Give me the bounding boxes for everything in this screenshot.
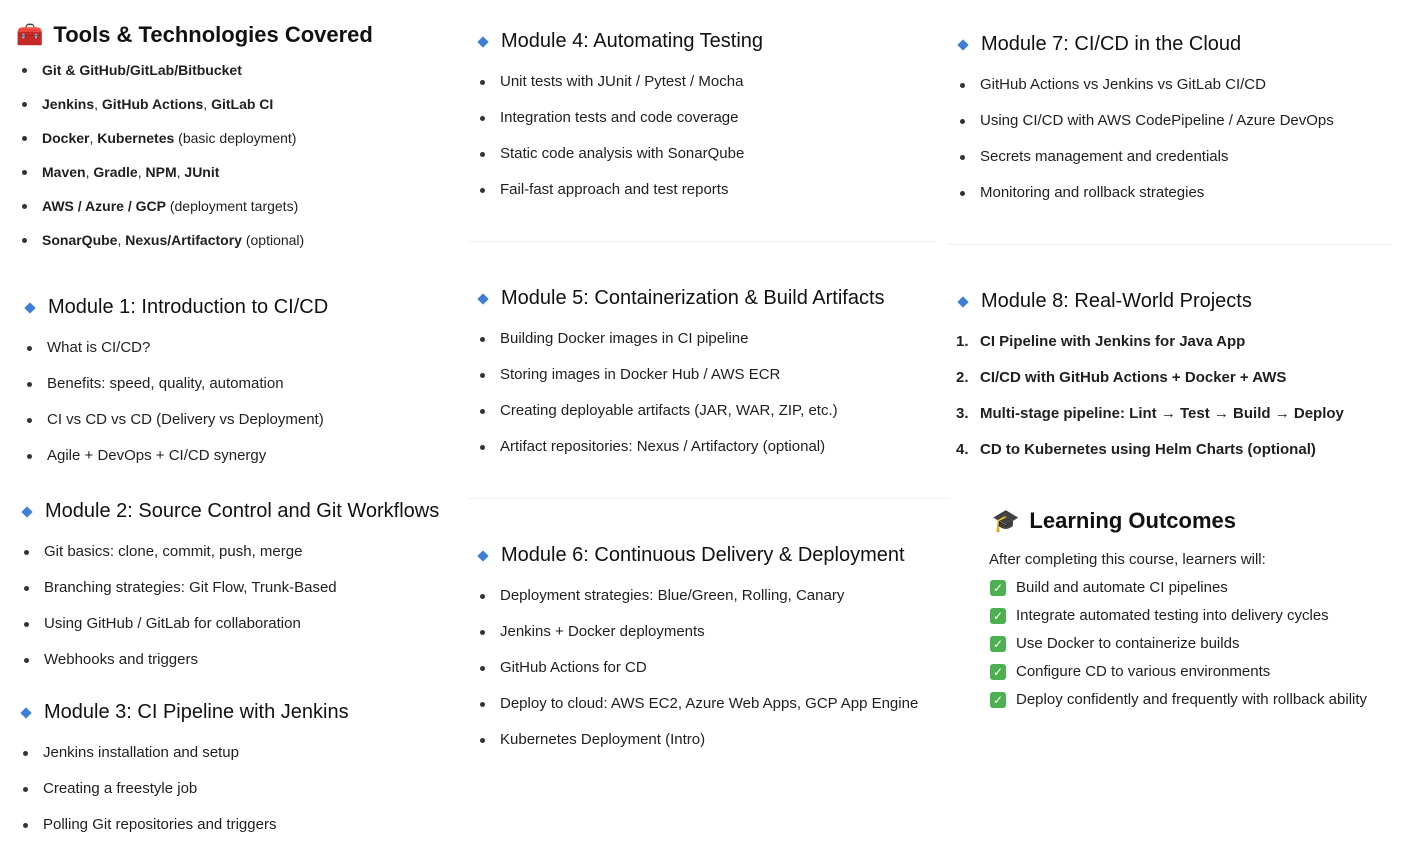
project-item	[956, 404, 1344, 440]
check-mark-icon: ✓	[990, 692, 1006, 708]
diamond-bullet-icon	[957, 296, 968, 307]
list-item: Using GitHub / GitLab for collaboration	[44, 614, 439, 650]
list-item: Artifact repositories: Nexus / Artifactory (optional)	[500, 437, 885, 473]
list-item: Secrets management and credentials	[980, 147, 1334, 183]
list-item: Jenkins + Docker deployments	[500, 622, 918, 658]
outcomes-intro: After completing this course, learners will:	[989, 551, 1266, 568]
outcome-text: Integrate automated testing into delivery cycles	[1016, 607, 1329, 624]
project-title: CD to Kubernetes using Helm Charts (optional)	[980, 441, 1316, 458]
outcomes-heading	[992, 508, 1367, 534]
divider	[468, 498, 950, 499]
outcome-item	[990, 606, 1367, 634]
tools-item-text: Git & GitHub/GitLab/Bitbucket	[42, 62, 242, 78]
tools-item-text: ,	[176, 164, 185, 180]
project-item	[956, 440, 1344, 476]
check-mark-icon: ✓	[990, 636, 1006, 652]
list-item: Kubernetes Deployment (Intro)	[500, 730, 918, 766]
tools-item	[42, 128, 373, 162]
graduation-cap-icon: 🎓	[992, 508, 1020, 534]
outcome-text: Configure CD to various environments	[1016, 663, 1271, 680]
module-7-list	[980, 75, 1334, 219]
outcome-item	[990, 662, 1367, 690]
list-item: Jenkins installation and setup	[43, 743, 349, 779]
module-6-title: Module 6: Continuous Delivery & Deployment	[501, 544, 905, 566]
tools-item	[42, 60, 373, 94]
diamond-bullet-icon	[477, 550, 488, 561]
tools-item-text: ,	[117, 232, 126, 248]
module-6-section	[475, 544, 918, 766]
project-number: 1.	[956, 333, 969, 350]
project-number: 4.	[956, 441, 969, 458]
list-item: Static code analysis with SonarQube	[500, 144, 763, 180]
list-item: Polling Git repositories and triggers	[43, 815, 349, 851]
check-mark-icon: ✓	[990, 608, 1006, 624]
tools-item-text: Docker	[42, 130, 90, 146]
module-3-section	[18, 701, 349, 851]
list-item: Using CI/CD with AWS CodePipeline / Azure DevOps	[980, 111, 1334, 147]
project-number: 3.	[956, 405, 969, 422]
list-item: What is CI/CD?	[47, 338, 328, 374]
outcomes-section	[989, 508, 1368, 718]
outcomes-list	[990, 578, 1367, 718]
tools-item-text: ,	[85, 164, 94, 180]
module-6-list	[500, 586, 918, 766]
module-5-title: Module 5: Containerization & Build Artifacts	[501, 287, 885, 309]
module-4-section	[475, 30, 763, 216]
diamond-bullet-icon	[477, 36, 488, 47]
outcome-text: Deploy confidently and frequently with rollback ability	[1016, 691, 1368, 708]
tools-item	[42, 162, 373, 196]
tools-item	[42, 230, 373, 264]
project-item	[956, 368, 1344, 404]
list-item: Branching strategies: Git Flow, Trunk-Based	[44, 578, 439, 614]
module-8-title: Module 8: Real-World Projects	[981, 290, 1252, 312]
tools-item-text: (basic deployment)	[174, 130, 297, 146]
list-item: CI vs CD vs CD (Delivery vs Deployment)	[47, 410, 328, 446]
tools-item-text: JUnit	[184, 164, 220, 180]
module-7-title: Module 7: CI/CD in the Cloud	[981, 33, 1242, 55]
tools-item-text: SonarQube	[42, 232, 118, 248]
module-8-list	[956, 332, 1344, 476]
diamond-bullet-icon	[957, 39, 968, 50]
module-5-section	[475, 287, 885, 473]
outcome-item	[990, 634, 1367, 662]
list-item: Integration tests and code coverage	[500, 108, 763, 144]
module-4-list	[500, 72, 763, 216]
tools-item-text: NPM	[145, 164, 177, 180]
module-4-title: Module 4: Automating Testing	[501, 30, 764, 52]
tools-item-text: Maven	[42, 164, 86, 180]
list-item: Webhooks and triggers	[44, 650, 439, 686]
list-item: Benefits: speed, quality, automation	[47, 374, 328, 410]
tools-section	[16, 22, 373, 264]
list-item: Fail-fast approach and test reports	[500, 180, 763, 216]
project-item	[956, 332, 1344, 368]
tools-item-text: Jenkins	[42, 96, 95, 112]
project-title: CI Pipeline with Jenkins for Java App	[980, 333, 1246, 350]
list-item: GitHub Actions vs Jenkins vs GitLab CI/CD	[980, 75, 1334, 111]
list-item: GitHub Actions for CD	[500, 658, 918, 694]
module-2-title: Module 2: Source Control and Git Workflows	[45, 500, 440, 522]
module-3-title: Module 3: CI Pipeline with Jenkins	[44, 701, 349, 723]
check-mark-icon: ✓	[990, 664, 1006, 680]
diamond-bullet-icon	[477, 293, 488, 304]
project-title: Multi-stage pipeline: Lint → Test → Build → Deploy	[980, 405, 1344, 422]
tools-item	[42, 94, 373, 128]
list-item: Storing images in Docker Hub / AWS ECR	[500, 365, 885, 401]
project-title: CI/CD with GitHub Actions + Docker + AWS	[980, 369, 1287, 386]
module-5-list	[500, 329, 885, 473]
list-item: Building Docker images in CI pipeline	[500, 329, 885, 365]
outcome-item	[990, 578, 1367, 606]
list-item: Git basics: clone, commit, push, merge	[44, 542, 439, 578]
module-1-list	[47, 338, 328, 482]
module-8-section	[955, 290, 1344, 476]
tools-item-text: (optional)	[241, 232, 305, 248]
tools-item-text: ,	[137, 164, 146, 180]
toolbox-icon: 🧰	[16, 22, 44, 48]
tools-item	[42, 196, 373, 230]
tools-item-text: GitHub Actions	[101, 96, 204, 112]
module-2-list	[44, 542, 439, 686]
outcome-text: Use Docker to containerize builds	[1016, 635, 1240, 652]
tools-item-text: ,	[203, 96, 212, 112]
module-3-list	[43, 743, 349, 851]
tools-heading	[16, 22, 373, 48]
module-1-section	[22, 296, 328, 482]
tools-list	[42, 60, 373, 264]
project-number: 2.	[956, 369, 969, 386]
divider	[948, 244, 1392, 245]
tools-item-text: ,	[94, 96, 102, 112]
outcome-item	[990, 690, 1367, 718]
tools-item-text: ,	[89, 130, 98, 146]
tools-item-text: Gradle	[93, 164, 138, 180]
diamond-bullet-icon	[21, 506, 32, 517]
tools-title: Tools & Technologies Covered	[53, 22, 373, 47]
check-mark-icon: ✓	[990, 580, 1006, 596]
list-item: Deploy to cloud: AWS EC2, Azure Web Apps, GCP App Engine	[500, 694, 918, 730]
module-7-section	[955, 33, 1334, 219]
tools-item-text: GitLab CI	[211, 96, 274, 112]
divider	[468, 241, 936, 242]
list-item: Deployment strategies: Blue/Green, Rolling, Canary	[500, 586, 918, 622]
outcomes-title: Learning Outcomes	[1029, 508, 1236, 533]
diamond-bullet-icon	[24, 302, 35, 313]
list-item: Agile + DevOps + CI/CD synergy	[47, 446, 328, 482]
list-item: Creating deployable artifacts (JAR, WAR, ZIP, etc.)	[500, 401, 885, 437]
module-2-section	[19, 500, 439, 686]
outcome-text: Build and automate CI pipelines	[1016, 579, 1228, 596]
tools-item-text: Nexus/Artifactory	[125, 232, 242, 248]
tools-item-text: (deployment targets)	[165, 198, 299, 214]
list-item: Creating a freestyle job	[43, 779, 349, 815]
tools-item-text: AWS / Azure / GCP	[42, 198, 166, 214]
module-1-title: Module 1: Introduction to CI/CD	[48, 296, 329, 318]
diamond-bullet-icon	[20, 707, 31, 718]
tools-item-text: Kubernetes	[97, 130, 175, 146]
list-item: Unit tests with JUnit / Pytest / Mocha	[500, 72, 763, 108]
list-item: Monitoring and rollback strategies	[980, 183, 1334, 219]
